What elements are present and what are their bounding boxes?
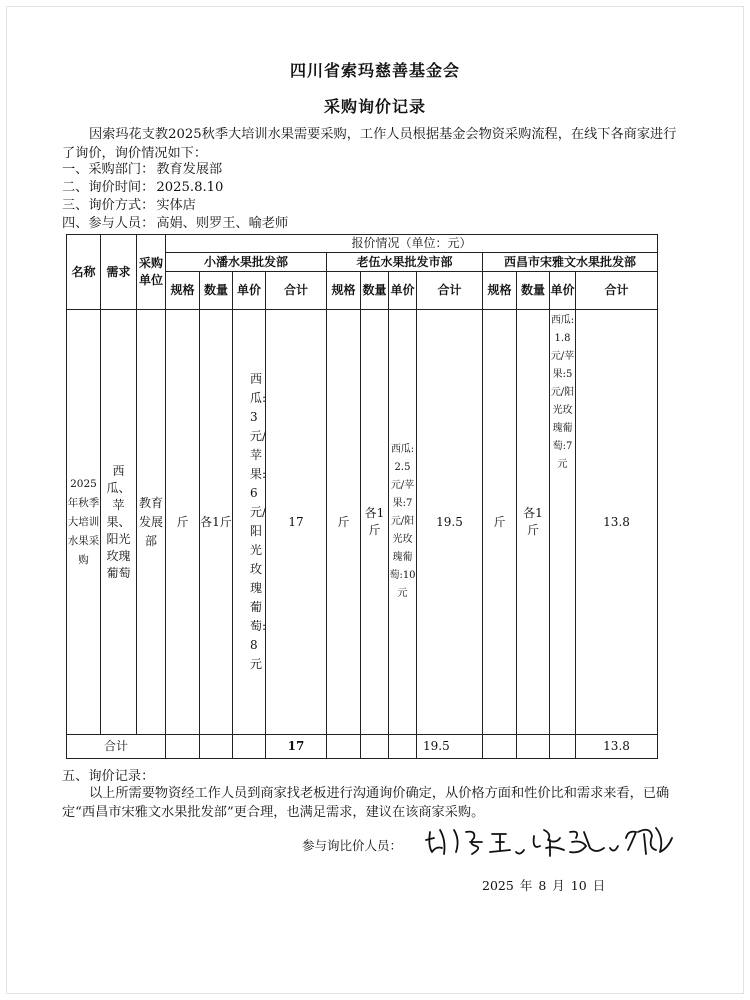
date-year-unit: 年 xyxy=(519,878,533,893)
info-inquiry-date xyxy=(62,179,223,197)
empty-cell xyxy=(550,735,576,759)
info-inquiry-method xyxy=(62,197,196,215)
empty-cell xyxy=(517,735,550,759)
unit-price-cell: 西瓜:2.5元/苹果:7元/阳光玫瑰葡萄:10元 xyxy=(389,310,417,735)
record-paragraph: 以上所需要物资经工作人员到商家找老板进行沟通询价确定，从价格方面和性价比和需求来看，已确定“西昌市宋雅文水果批发部”更合理，也满足需求，建议在该商家采购。 xyxy=(62,786,670,820)
price-header: 报价情况（单位：元） xyxy=(166,235,658,253)
date-day: 10 xyxy=(570,878,587,893)
date-line xyxy=(482,876,611,894)
empty-cell xyxy=(327,735,361,759)
col-header-dept: 采购单位 xyxy=(137,235,166,310)
col-header-total: 合计 xyxy=(576,272,658,310)
item-name-cell: 2025年秋季大培训水果采购 xyxy=(67,310,101,735)
empty-cell xyxy=(483,735,517,759)
table-row xyxy=(67,310,658,735)
info-participants xyxy=(62,215,288,233)
info-label: 一、采购部门： xyxy=(62,162,155,177)
qty-cell: 各1斤 xyxy=(361,310,389,735)
sum-row xyxy=(67,735,658,759)
total-cell: 13.8 xyxy=(576,310,658,735)
date-day-unit: 日 xyxy=(592,878,606,893)
price-inquiry-table xyxy=(66,234,658,759)
info-value: 教育发展部 xyxy=(156,162,223,177)
vendor-header: 西昌市宋雅文水果批发部 xyxy=(483,253,658,272)
unit-price-cell: 西瓜:3元/苹果:6元/阳光玫瑰葡萄:8元 xyxy=(233,310,266,735)
vendor-header: 老伍水果批发市部 xyxy=(327,253,483,272)
col-header-unit-price: 单价 xyxy=(389,272,417,310)
spec-cell: 斤 xyxy=(327,310,361,735)
col-header-demand: 需求 xyxy=(101,235,137,310)
info-value: 2025.8.10 xyxy=(156,180,224,195)
date-year: 2025 xyxy=(482,878,514,893)
date-month-unit: 月 xyxy=(552,878,565,893)
total-cell: 19.5 xyxy=(417,310,483,735)
item-demand-cell: 西瓜、苹果、阳光玫瑰葡萄 xyxy=(101,310,137,735)
info-value: 高娟、则罗王、喻老师 xyxy=(156,216,289,231)
total-cell: 17 xyxy=(266,310,327,735)
col-header-total: 合计 xyxy=(266,272,327,310)
col-header-spec: 规格 xyxy=(166,272,200,310)
col-header-qty: 数量 xyxy=(517,272,550,310)
empty-cell xyxy=(200,735,233,759)
unit-price-cell: 西瓜:1.8元/苹果:5元/阳光玫瑰葡萄:7元 xyxy=(550,310,576,735)
col-header-qty: 数量 xyxy=(361,272,389,310)
date-month: 8 xyxy=(538,878,547,893)
info-label: 三、询价方式： xyxy=(62,198,155,213)
empty-cell xyxy=(389,735,417,759)
col-header-name: 名称 xyxy=(67,235,101,310)
sum-total-cell: 19.5 xyxy=(417,735,483,759)
info-label: 四、参与人员： xyxy=(62,216,155,231)
col-header-unit-price: 单价 xyxy=(550,272,576,310)
sum-label: 合计 xyxy=(67,735,166,759)
empty-cell xyxy=(361,735,389,759)
col-header-unit-price: 单价 xyxy=(233,272,266,310)
item-dept-cell: 教育发展部 xyxy=(137,310,166,735)
signature-label: 参与询比价人员： xyxy=(302,838,403,853)
col-header-spec: 规格 xyxy=(327,272,361,310)
empty-cell xyxy=(233,735,266,759)
intro-paragraph: 因索玛花支教2025秋季大培训水果需要采购，工作人员根据基金会物资采购流程，在线下各商家进行了询价，询价情况如下： xyxy=(62,127,677,161)
spec-cell: 斤 xyxy=(483,310,517,735)
col-header-qty: 数量 xyxy=(200,272,233,310)
sum-total-cell: 17 xyxy=(266,735,327,759)
spec-cell: 斤 xyxy=(166,310,200,735)
col-header-spec: 规格 xyxy=(483,272,517,310)
info-purchase-dept xyxy=(62,161,222,179)
info-label: 二、询价时间： xyxy=(62,180,155,195)
record-heading: 五、询价记录： xyxy=(62,769,155,784)
vendor-header: 小潘水果批发部 xyxy=(166,253,327,272)
document-title: 采购询价记录 xyxy=(323,97,426,116)
sum-total-cell: 13.8 xyxy=(576,735,658,759)
organization-title: 四川省索玛慈善基金会 xyxy=(289,61,460,80)
empty-cell xyxy=(166,735,200,759)
qty-cell: 各1斤 xyxy=(200,310,233,735)
info-value: 实体店 xyxy=(156,198,196,213)
handwritten-signature xyxy=(420,818,680,872)
col-header-total: 合计 xyxy=(417,272,483,310)
qty-cell: 各1斤 xyxy=(517,310,550,735)
